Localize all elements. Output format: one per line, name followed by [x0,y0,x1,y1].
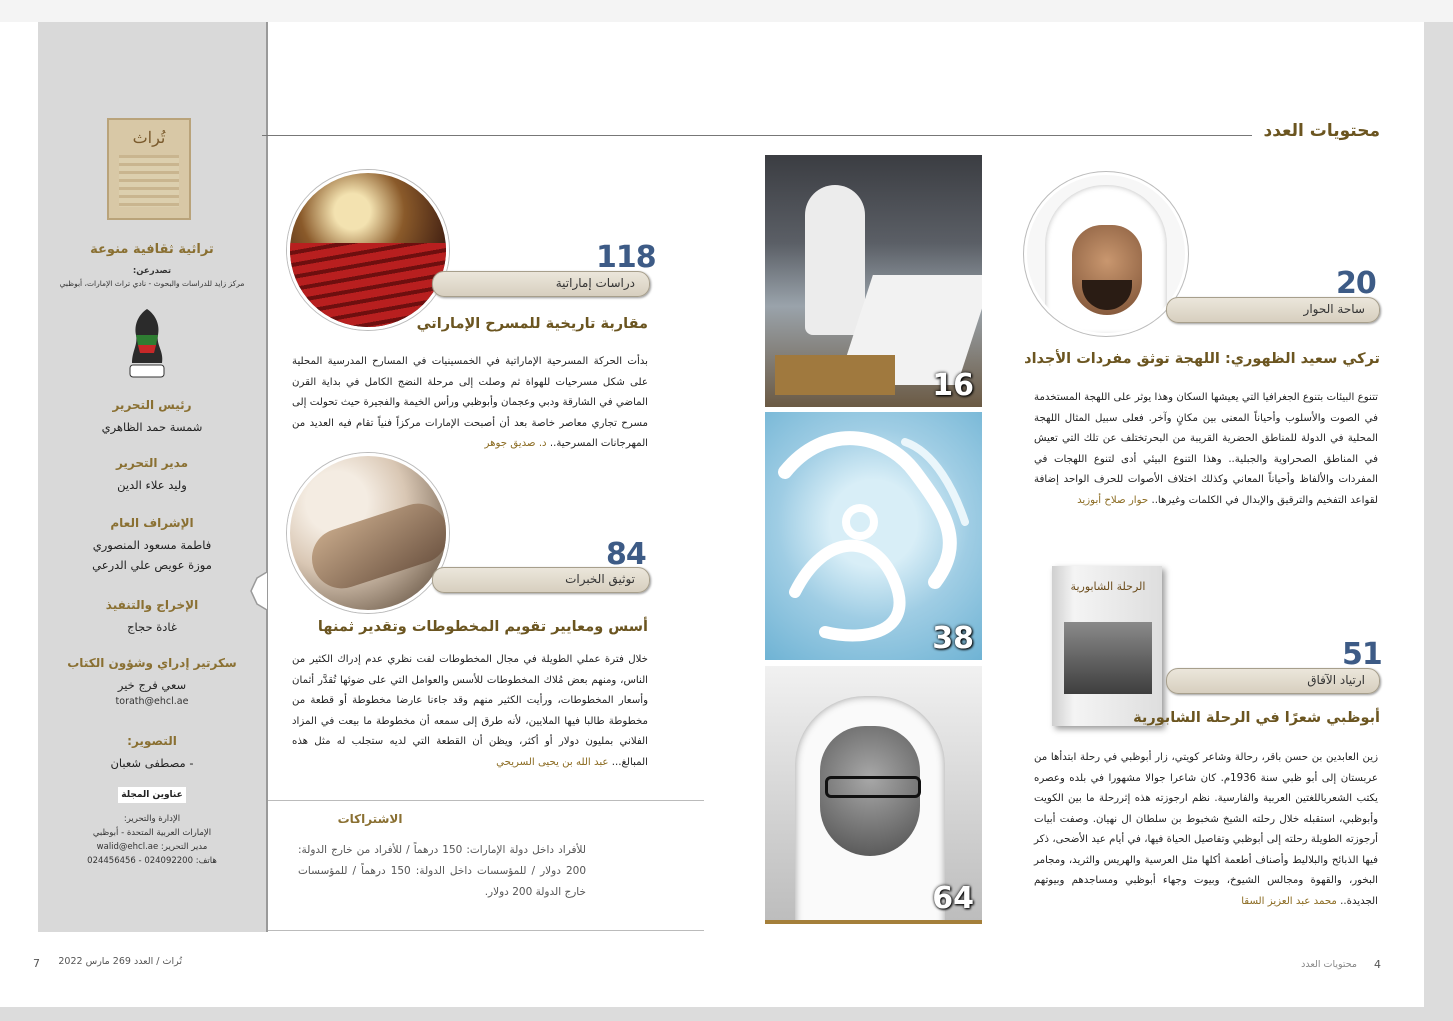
page-notch-icon [249,572,269,610]
role-title: التصوير: [127,734,177,748]
role-title: رئيس التحرير [112,398,192,412]
manuscript-scroll-photo [287,453,449,613]
article-headline[interactable]: أسس ومعايير تقويم المخطوطات وتقدير ثمنها [317,619,648,635]
article-author: محمد عبد العزيز السقا [1241,895,1337,907]
article-body: تتنوع البيئات بتنوع الجغرافيا التي يعيشها السكان وهذا يوثر على اللهجة المستخدمة في الصوت والأسلوب وأحياناً المعنى بين مكانٍ وآخر. فعلى سبيل المثال اللهجة المحلية في الدولة للمناطق الحضرية القريبة من البحرتختلف عن تلك التي تعيش في المناطق الصحراوية والجبلية.. وهذا التنوع البيئي أدى لتنوع اللهجات في المفردات والألفاظ وأحياناً المعاني وكذلك اختلاف الأصوات للحرف الواحد إضافة لقواعد التفخيم والترقيق والإبدال في الكلمات وغيرها.. حوار صلاح أبوزيد [1034,392,1378,506]
article-body: زين العابدين بن حسن باقر، رحالة وشاعر كويتي، زار أبوظبي في رحلة ابتدأها من عربستان إلى أبو ظبي سنة 1936م. كان شاعرا جوالا مشهورا في بلده وعصره يكتب الشعرباللغتين العربية والفارسية. نظم ارجوزته هذه إثررحلة ما بين الكويت وأبوظبي، استقبله خلال رحلته الشيخ شخبوط بن سلطان ال نهيان. وصفت أبيات أرجوزته الطويلة رحلته إلى أبوظبي وتفاصيل الحياة فيها، في أيام عيد الأضحى، ذكر فيها الذبائح والبلاليط وأصناف أطعمة أكلها مثل العرسية والهريس والثريد، ومجامر البخور، والقهوة ومجالس الشيوخ، وبيوت وجهاء أبوظبي ومساجدهم وبيوتهم الجديدة.. محمد عبد العزيز السقا [1034,752,1378,907]
article-author: عبد الله بن يحيى السريحي [496,756,609,768]
section-label: ساحة الحوار [1303,302,1365,316]
address-line: الإدارة والتحرير: [123,814,181,824]
article-author: حوار صلاح أبوزيد [1077,494,1149,506]
role-name: سعي فرج خير [117,678,187,692]
address-line: مدير التحرير: walid@ehcl.ae [96,842,208,852]
book-title: الرحلة الشابورية [1070,580,1146,593]
role-title: الإشراف العام [110,516,194,530]
magazine-cover-thumbnail [107,118,191,220]
sidebar-tagline: تراثية ثقافية منوعة [90,242,214,257]
article-body: بدأت الحركة المسرحية الإماراتية في الخمسينيات في المسارح المدرسية المحلية على شكل مسرحيات للهواة ثم وصلت إلى مرحلة النضج الكامل في بداية القرن الماضي في الشارقة ودبي وعجمان وأبوظبي ورأس الخيمة والفجيرة حيث تحولت إلى مسرح تجاري معاصر خاصة بعد أن أصبحت الإمارات مركزاً فنياً تقام فيه العديد من المهرجانات المسرحية.. د. صديق جوهر [292,356,648,449]
publisher-label: تصدرعن: [132,266,172,276]
address-line: الإمارات العربية المتحدة - أبوظبي [92,828,212,838]
article-headline[interactable]: مقاربة تاريخية للمسرح الإماراتي [416,316,648,332]
publisher-name: مركز زايد للدراسات والبحوث - نادي تراث الإمارات، أبوظبي [59,279,245,288]
photo-page-number[interactable]: 64 [932,881,974,916]
role-name: موزة عويص علي الدرعي [92,558,212,572]
role-name: غادة حجاج [127,620,177,634]
theater-photo [287,170,449,330]
contact-email[interactable]: torath@ehcl.ae [115,696,189,707]
role-name: فاطمة مسعود المنصوري [92,538,212,552]
article-headline[interactable]: أبوظبي شعرًا في الرحلة الشابورية [1133,710,1380,726]
article-page-number[interactable]: 51 [1342,637,1382,672]
portrait-photo [765,666,982,924]
footer-page-number-right: 4 [1374,958,1381,971]
address-line: هاتف: 024092200 - 024456456 [87,856,217,866]
role-name: شمسة حمد الظاهري [101,420,203,434]
role-title: سكرتير إدراي وشؤون الكتاب [67,656,237,670]
footer-rule-left [268,930,704,931]
header-rule [262,135,1252,136]
cover-title: تُراث [132,128,166,147]
role-title: مدير التحرير [115,456,189,470]
masthead-roles [40,398,264,784]
article-page-number[interactable]: 118 [596,240,656,275]
footer-page-number-left: 7 [33,957,40,970]
section-label: ارتياد الآفاق [1307,673,1365,687]
article-page-number[interactable]: 20 [1336,266,1376,301]
article-page-number[interactable]: 84 [606,537,646,572]
top-strip [0,0,1453,22]
calligraphy-photo [765,412,982,660]
photo-page-number[interactable]: 38 [932,621,974,656]
role-name: وليد علاء الدين [117,478,187,492]
footer-issue-info: تُراث / العدد 269 مارس 2022 [58,956,182,967]
heritage-club-logo-icon [122,305,172,383]
address-block [40,812,264,868]
role-name: - مصطفى شعبان [110,756,194,770]
footer-section-name: محتويات العدد [1301,959,1357,970]
article-author: د. صديق جوهر [484,438,547,449]
interviewee-photo [1024,172,1188,336]
subscriptions-rule [268,800,704,801]
role-title: الإخراج والتنفيذ [105,598,199,612]
subscriptions-text: للأفراد داخل دولة الإمارات: 150 درهماً / للأفراد من خارج الدولة: 200 دولار / للمؤسسات داخل الدولة: 150 درهماً / للمؤسسات خارج الدولة 200 دولار. [298,844,586,898]
address-box-label: عناوين المجلة [118,787,186,803]
craftsman-photo [765,155,982,407]
section-label: توثيق الخبرات [565,572,635,586]
section-label: دراسات إماراتية [555,276,635,290]
subscriptions-title: الاشتراكات [337,812,403,826]
photo-page-number[interactable]: 16 [932,368,974,403]
page-title: محتويات العدد [1263,121,1380,141]
article-body: خلال فترة عملي الطويلة في مجال المخطوطات لفت نظري عدم إدراك الكثير من الناس، ومنهم بعض مُلاك المخطوطات للأسس والعوامل التي على ضوئها تُقدَّر أثمان وأسعار المخطوطات، ورأيت الكثير منهم وقد جاءنا عارضا مخطوطة أو قطعة من مخطوطة طالبا فيها الملايين، لأنه طرق إلى سمعه أن مخطوطة ما بيعت في المزاد الفلاني بمليون دولار أو أكثر، ويظن أن القطعة التي لديه ستجلب له مثل هذه المبالغ... عبد الله بن يحيى السريحي [292,654,648,768]
article-headline[interactable]: تركي سعيد الظهوري: اللهجة توثق مفردات الأجداد [1024,351,1380,367]
book-cover-image [1052,566,1162,726]
